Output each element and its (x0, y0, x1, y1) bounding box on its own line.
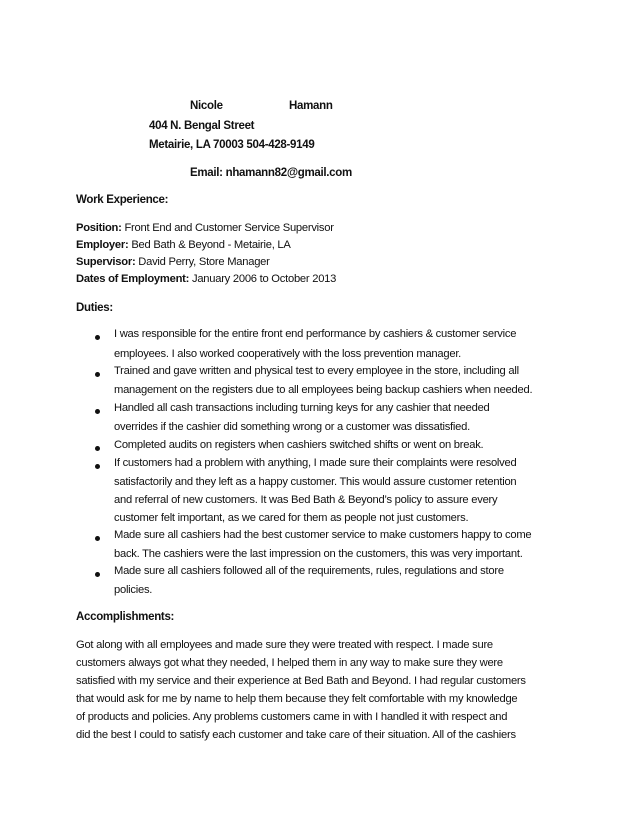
employer-line (76, 239, 291, 251)
duty-line: If customers had a problem with anything, I made sure their complaints were resolved (114, 457, 517, 469)
position-label: Position: (76, 222, 122, 234)
duties-heading: Duties: (76, 302, 113, 314)
accomplishment-line: satisfied with my service and their experience at Bed Bath and Beyond. I had regular customers (76, 675, 526, 687)
dates-value: January 2006 to October 2013 (191, 273, 337, 285)
bullet-icon (95, 536, 100, 541)
employer-label: Employer: (76, 239, 129, 251)
duty-line: Made sure all cashiers had the best customer service to make customers happy to come (114, 529, 532, 541)
duty-line: policies. (114, 584, 153, 596)
duty-line: customer felt important, as we cared for them as people not just customers. (114, 512, 469, 524)
duty-line: overrides if the cashier did something wrong or a customer was dissatisfied. (114, 421, 470, 433)
duty-line: I was responsible for the entire front end performance by cashiers & customer service (114, 328, 517, 340)
duty-line: employees. I also worked cooperatively with the loss prevention manager. (114, 348, 462, 360)
supervisor-line (76, 256, 270, 268)
duty-line: back. The cashiers were the last impression on the customers, this was very important. (114, 548, 523, 560)
bullet-icon (95, 335, 100, 340)
bullet-icon (95, 572, 100, 577)
accomplishments-heading: Accomplishments: (76, 611, 175, 623)
accomplishment-line: of products and policies. Any problems customers came in with I handled it with respect and (76, 711, 508, 723)
accomplishment-line: did the best I could to satisfy each customer and take care of their situation. All of the cashiers (76, 729, 516, 741)
last-name: Hamann (289, 100, 333, 112)
duty-line: Completed audits on registers when cashiers switched shifts or went on break. (114, 439, 484, 451)
first-name: Nicole (190, 100, 223, 112)
employer-value: Bed Bath & Beyond - Metairie, LA (131, 239, 291, 251)
duty-line: Made sure all cashiers followed all of the requirements, rules, regulations and store (114, 565, 504, 577)
position-line (76, 222, 334, 234)
position-value: Front End and Customer Service Supervisor (124, 222, 334, 234)
bullet-icon (95, 372, 100, 377)
accomplishment-line: Got along with all employees and made sure they were treated with respect. I made sure (76, 639, 493, 651)
duty-line: Handled all cash transactions including turning keys for any cashier that needed (114, 402, 490, 414)
supervisor-value: David Perry, Store Manager (138, 256, 270, 268)
duty-line: management on the registers due to all employees being backup cashiers when needed. (114, 384, 533, 396)
supervisor-label: Supervisor: (76, 256, 136, 268)
dates-label: Dates of Employment: (76, 273, 190, 285)
accomplishment-line: customers always got what they needed, I helped them in any way to make sure they were (76, 657, 503, 669)
accomplishment-line: that would ask for me by name to help them because they felt comfortable with my knowledge (76, 693, 518, 705)
duty-line: satisfactorily and they left as a happy customer. This would assure customer retention (114, 476, 517, 488)
email: Email: nhamann82@gmail.com (190, 167, 352, 179)
bullet-icon (95, 409, 100, 414)
city-phone: Metairie, LA 70003 504-428-9149 (149, 139, 315, 151)
duty-line: Trained and gave written and physical test to every employee in the store, including all (114, 365, 519, 377)
work-experience-heading: Work Experience: (76, 194, 169, 206)
bullet-icon (95, 446, 100, 451)
street-address: 404 N. Bengal Street (149, 120, 255, 132)
dates-line (76, 273, 336, 285)
bullet-icon (95, 464, 100, 469)
duty-line: and referral of new customers. It was Bed Bath & Beyond’s policy to assure every (114, 494, 498, 506)
